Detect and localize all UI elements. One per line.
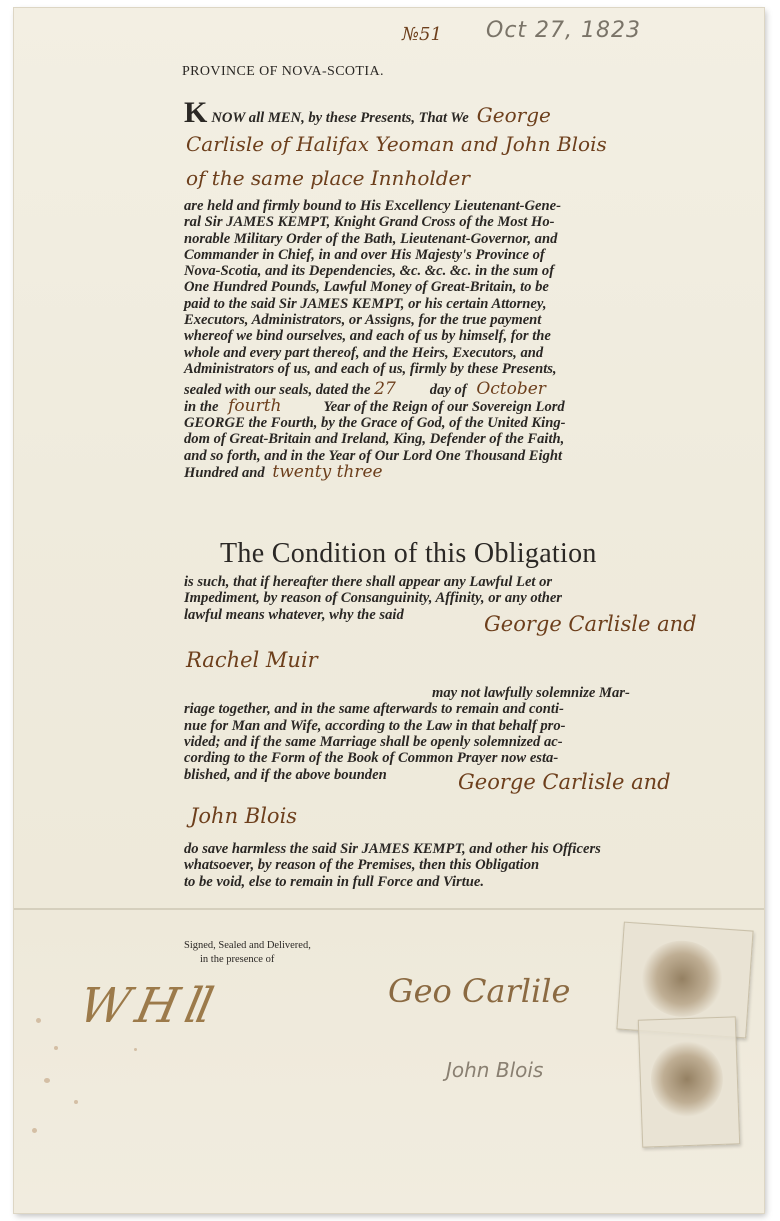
- foxing-spot: [54, 1046, 58, 1050]
- hand-principals: Carlisle of Halifax Yeoman and John Blois: [186, 132, 607, 156]
- bond-line: Commander in Chief, in and over His Majesty's Province of: [184, 246, 545, 263]
- bond-line: Nova-Scotia, and its Dependencies, &c. &c. &c. in the sum of: [184, 263, 555, 280]
- day-of-text: day of: [429, 382, 467, 398]
- drop-cap: K: [184, 96, 208, 129]
- bounden-text: blished, and if the above bounden: [184, 767, 387, 783]
- foxing-spot: [134, 1048, 137, 1051]
- signed-label: Signed, Sealed and Delivered,: [184, 940, 311, 951]
- fold-line: [14, 908, 764, 910]
- condition-line: nue for Man and Wife, according to the Law in that behalf pro-: [184, 717, 566, 734]
- reign-line: [184, 398, 565, 415]
- lawful-text: lawful means whatever, why the said: [184, 607, 404, 623]
- hand-groom: George Carlisle and: [484, 612, 697, 636]
- bond-line: Executors, Administrators, or Assigns, for the true payment: [184, 312, 542, 329]
- condition-body-2: [184, 685, 704, 766]
- hundred-text: Hundred and: [184, 465, 265, 481]
- condition-line: vided; and if the same Marriage shall be openly solemnized ac-: [184, 733, 563, 750]
- bond-line: dom of Great-Britain and Ireland, King, Defender of the Faith,: [184, 431, 565, 448]
- presence-label: in the presence of: [200, 954, 275, 965]
- bond-line: whereof we bind ourselves, and each of us by himself, for the: [184, 328, 551, 345]
- know-text: NOW all MEN, by these Presents, That We: [211, 110, 469, 126]
- condition-line: cording to the Form of the Book of Common Prayer now esta-: [184, 750, 559, 767]
- wax-seal-lower: [638, 1016, 740, 1147]
- hand-regnal-year: fourth: [228, 396, 282, 416]
- province-title: PROVINCE OF NOVA-SCOTIA.: [182, 64, 384, 79]
- bounden-line: [184, 767, 387, 783]
- hand-day: 27: [374, 379, 396, 399]
- hundred-line: [184, 464, 383, 481]
- bond-line: Administrators of us, and each of us, firmly by these Presents,: [184, 360, 557, 377]
- bond-line: whole and every part thereof, and the Heirs, Executors, and: [184, 344, 544, 361]
- document-paper: [14, 8, 764, 1213]
- foxing-spot: [36, 1018, 41, 1023]
- foxing-spot: [74, 1100, 78, 1104]
- hand-first-name: George: [476, 103, 551, 127]
- hand-month: October: [476, 379, 546, 399]
- condition-line: riage together, and in the same afterwards to remain and conti-: [184, 701, 564, 718]
- foxing-spot: [44, 1078, 50, 1083]
- condition-heading: The Condition of this Obligation: [220, 538, 597, 569]
- bond-line: ral Sir JAMES KEMPT, Knight Grand Cross of the Most Ho-: [184, 214, 555, 231]
- bond-line: One Hundred Pounds, Lawful Money of Great-Britain, to be: [184, 279, 549, 296]
- know-line: [184, 96, 551, 130]
- hand-occupation: of the same place Innholder: [186, 166, 470, 190]
- hand-bride: Rachel Muir: [186, 648, 318, 672]
- bond-line: paid to the said Sir JAMES KEMPT, or his certain Attorney,: [184, 295, 547, 312]
- condition-line: do save harmless the said Sir JAMES KEMPT, and other his Officers: [184, 841, 601, 857]
- hand-year-words: twenty three: [272, 462, 383, 482]
- bond-line: are held and firmly bound to His Excellency Lieutenant-Gene-: [184, 198, 561, 214]
- bond-line: norable Military Order of the Bath, Lieutenant-Governor, and: [184, 230, 558, 247]
- condition-body: [184, 574, 704, 607]
- bond-body: [184, 198, 704, 377]
- condition-line: to be void, else to remain in full Force and Virtue.: [184, 873, 484, 890]
- condition-line: is such, that if hereafter there shall appear any Lawful Let or: [184, 574, 553, 590]
- hand-bounden-2: John Blois: [190, 804, 298, 828]
- signer-signature-1: Geo Carlile: [388, 972, 571, 1010]
- foxing-spot: [32, 1128, 37, 1133]
- condition-body-3: [184, 841, 704, 890]
- condition-line: whatsoever, by reason of the Premises, then this Obligation: [184, 857, 540, 874]
- archive-date: Oct 27, 1823: [486, 18, 641, 43]
- condition-line: Impediment, by reason of Consanguinity, Affinity, or any other: [184, 590, 562, 607]
- witness-signature: W H ll: [74, 978, 215, 1034]
- bond-line: and so forth, and in the Year of Our Lord One Thousand Eight: [184, 447, 563, 464]
- sealed-text: sealed with our seals, dated the: [184, 382, 371, 398]
- bond-line: GEORGE the Fourth, by the Grace of God, of the United King-: [184, 415, 566, 431]
- condition-line: may not lawfully solemnize Mar-: [432, 685, 630, 701]
- reign-body: [184, 415, 704, 464]
- in-the-text: in the: [184, 399, 219, 415]
- reign-text: Year of the Reign of our Sovereign Lord: [323, 399, 565, 415]
- hand-bounden: George Carlisle and: [458, 770, 671, 794]
- document-number: №51: [402, 24, 442, 45]
- lawful-line: [184, 607, 404, 623]
- signer-signature-2: John Blois: [446, 1058, 544, 1082]
